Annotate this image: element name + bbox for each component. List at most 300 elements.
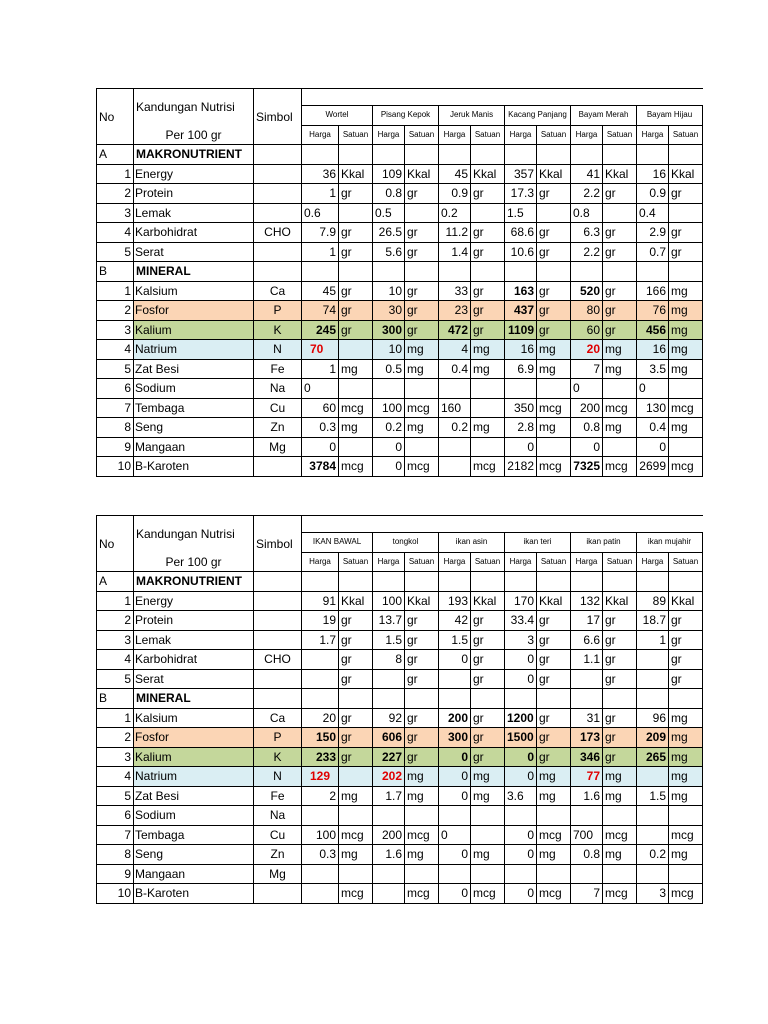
value-cell	[505, 572, 537, 592]
unit-cell: mg	[537, 786, 571, 806]
header-satuan: Satuan	[405, 552, 439, 572]
value-cell: 1109	[505, 320, 537, 340]
value-cell	[439, 689, 471, 709]
nutrient-symbol	[254, 184, 302, 204]
unit-cell: gr	[603, 630, 637, 650]
header-nutrisi: Kandungan Nutrisi	[134, 89, 254, 126]
value-cell: 5.6	[373, 242, 405, 262]
table-row	[97, 884, 703, 904]
nutrient-symbol: Ca	[254, 281, 302, 301]
value-cell: 16	[637, 164, 669, 184]
unit-cell: gr	[471, 630, 505, 650]
table-row	[97, 145, 703, 165]
header-nutrisi: Kandungan Nutrisi	[134, 516, 254, 553]
value-cell	[373, 689, 405, 709]
unit-cell: mcg	[669, 457, 703, 477]
value-cell	[505, 262, 537, 282]
unit-cell: gr	[339, 630, 373, 650]
unit-cell: mcg	[405, 457, 439, 477]
value-cell: 233	[302, 747, 339, 767]
value-cell: 0	[571, 379, 603, 399]
value-cell: 227	[373, 747, 405, 767]
value-cell	[571, 145, 603, 165]
value-cell: 0.4	[637, 418, 669, 438]
value-cell	[637, 689, 669, 709]
unit-cell: mg	[603, 418, 637, 438]
unit-cell	[339, 572, 373, 592]
nutrient-name: Energy	[134, 164, 254, 184]
value-cell: 60	[571, 320, 603, 340]
unit-cell	[405, 145, 439, 165]
value-cell: 0	[439, 845, 471, 865]
value-cell	[439, 437, 471, 457]
unit-cell: gr	[471, 611, 505, 631]
unit-cell: gr	[669, 242, 703, 262]
nutrient-name: Fosfor	[134, 301, 254, 321]
unit-cell: gr	[603, 281, 637, 301]
unit-cell	[471, 262, 505, 282]
value-cell: 0	[505, 650, 537, 670]
header-harga: Harga	[637, 125, 669, 145]
unit-cell: mg	[537, 418, 571, 438]
row-number: 9	[97, 437, 134, 457]
value-cell: 100	[373, 591, 405, 611]
unit-cell	[339, 262, 373, 282]
unit-cell: gr	[405, 747, 439, 767]
unit-cell: mcg	[471, 457, 505, 477]
value-cell	[637, 145, 669, 165]
unit-cell	[537, 203, 571, 223]
table-row	[97, 728, 703, 748]
nutrient-name: MINERAL	[134, 262, 254, 282]
nutrient-symbol: Fe	[254, 359, 302, 379]
value-cell: 200	[439, 708, 471, 728]
unit-cell	[669, 806, 703, 826]
value-cell: 0.5	[373, 359, 405, 379]
nutrient-symbol: Zn	[254, 845, 302, 865]
value-cell	[571, 864, 603, 884]
nutrient-name: Tembaga	[134, 825, 254, 845]
nutrient-name: Kalsium	[134, 708, 254, 728]
value-cell	[302, 572, 339, 592]
row-number: 8	[97, 845, 134, 865]
nutrient-name: Energy	[134, 591, 254, 611]
value-cell	[373, 806, 405, 826]
nutrient-name: Kalsium	[134, 281, 254, 301]
unit-cell	[669, 379, 703, 399]
value-cell: 346	[571, 747, 603, 767]
unit-cell: mg	[669, 340, 703, 360]
value-cell: 193	[439, 591, 471, 611]
value-cell: 0.3	[302, 845, 339, 865]
value-cell	[439, 806, 471, 826]
food-name: IKAN BAWAL	[302, 533, 373, 553]
value-cell: 42	[439, 611, 471, 631]
unit-cell: mg	[339, 786, 373, 806]
unit-cell	[603, 203, 637, 223]
value-cell: 2.2	[571, 242, 603, 262]
nutrient-symbol: Fe	[254, 786, 302, 806]
nutrient-name: Natrium	[134, 767, 254, 787]
value-cell: 0	[571, 437, 603, 457]
table-row	[97, 825, 703, 845]
row-number: 3	[97, 747, 134, 767]
unit-cell	[669, 864, 703, 884]
header-harga: Harga	[302, 125, 339, 145]
header-harga: Harga	[439, 125, 471, 145]
value-cell: 1.1	[571, 650, 603, 670]
unit-cell	[669, 689, 703, 709]
unit-cell: gr	[471, 747, 505, 767]
value-cell: 163	[505, 281, 537, 301]
nutrient-symbol	[254, 630, 302, 650]
header-harga: Harga	[571, 125, 603, 145]
value-cell: 92	[373, 708, 405, 728]
unit-cell	[405, 689, 439, 709]
unit-cell	[471, 437, 505, 457]
unit-cell: gr	[339, 242, 373, 262]
unit-cell: mg	[471, 359, 505, 379]
nutrition-table-fish	[96, 515, 703, 904]
nutrient-symbol	[254, 457, 302, 477]
value-cell: 0	[505, 437, 537, 457]
unit-cell: mg	[669, 359, 703, 379]
row-number: 2	[97, 728, 134, 748]
nutrient-name: Karbohidrat	[134, 650, 254, 670]
value-cell: 0	[637, 379, 669, 399]
unit-cell: mg	[339, 845, 373, 865]
value-cell: 437	[505, 301, 537, 321]
unit-cell: gr	[537, 184, 571, 204]
unit-cell	[339, 437, 373, 457]
nutrient-symbol: Cu	[254, 825, 302, 845]
value-cell: 2.9	[637, 223, 669, 243]
unit-cell: gr	[603, 223, 637, 243]
value-cell	[373, 669, 405, 689]
unit-cell: mg	[669, 786, 703, 806]
value-cell: 2.2	[571, 184, 603, 204]
unit-cell: Kkal	[339, 164, 373, 184]
value-cell: 13.7	[373, 611, 405, 631]
value-cell: 0.8	[571, 845, 603, 865]
unit-cell	[471, 398, 505, 418]
unit-cell: mcg	[669, 825, 703, 845]
value-cell	[637, 669, 669, 689]
food-name: ikan mujahir	[637, 533, 703, 553]
unit-cell: mcg	[537, 825, 571, 845]
food-name: Kacang Panjang	[505, 106, 571, 126]
row-number: 8	[97, 418, 134, 438]
value-cell	[439, 262, 471, 282]
unit-cell: gr	[405, 650, 439, 670]
unit-cell	[603, 437, 637, 457]
food-name: Bayam Hijau	[637, 106, 703, 126]
unit-cell	[603, 379, 637, 399]
value-cell: 130	[637, 398, 669, 418]
unit-cell: gr	[339, 669, 373, 689]
row-number: 2	[97, 611, 134, 631]
value-cell: 200	[373, 825, 405, 845]
unit-cell: mcg	[603, 398, 637, 418]
table-row	[97, 669, 703, 689]
table-row	[97, 845, 703, 865]
unit-cell: gr	[471, 708, 505, 728]
header-satuan: Satuan	[471, 552, 505, 572]
nutrient-name: Mangaan	[134, 437, 254, 457]
unit-cell: mcg	[537, 884, 571, 904]
value-cell: 30	[373, 301, 405, 321]
value-cell: 0	[505, 825, 537, 845]
unit-cell: gr	[339, 611, 373, 631]
value-cell: 45	[439, 164, 471, 184]
row-number: 5	[97, 669, 134, 689]
unit-cell: gr	[405, 669, 439, 689]
value-cell: 6.6	[571, 630, 603, 650]
value-cell	[439, 864, 471, 884]
value-cell: 606	[373, 728, 405, 748]
nutrient-name: Serat	[134, 669, 254, 689]
table-row	[97, 164, 703, 184]
nutrient-symbol	[254, 262, 302, 282]
value-cell	[302, 650, 339, 670]
nutrient-name: MAKRONUTRIENT	[134, 145, 254, 165]
value-cell: 10	[373, 281, 405, 301]
unit-cell: mg	[537, 340, 571, 360]
unit-cell: gr	[405, 611, 439, 631]
value-cell	[373, 145, 405, 165]
header-blank	[302, 89, 703, 106]
unit-cell	[471, 806, 505, 826]
row-number: 4	[97, 223, 134, 243]
value-cell	[439, 379, 471, 399]
value-cell: 0.9	[637, 184, 669, 204]
row-number: 1	[97, 591, 134, 611]
value-cell: 2182	[505, 457, 537, 477]
unit-cell: gr	[405, 223, 439, 243]
value-cell	[571, 572, 603, 592]
row-number: 2	[97, 184, 134, 204]
value-cell: 1.5	[439, 630, 471, 650]
value-cell	[637, 864, 669, 884]
unit-cell: gr	[537, 650, 571, 670]
unit-cell: gr	[669, 650, 703, 670]
table-row	[97, 591, 703, 611]
table-row	[97, 572, 703, 592]
value-cell: 129	[302, 767, 339, 787]
unit-cell: mcg	[339, 457, 373, 477]
unit-cell: mg	[537, 767, 571, 787]
value-cell	[373, 864, 405, 884]
value-cell: 1	[302, 184, 339, 204]
value-cell	[637, 650, 669, 670]
header-satuan: Satuan	[669, 125, 703, 145]
value-cell: 357	[505, 164, 537, 184]
value-cell: 132	[571, 591, 603, 611]
value-cell: 70	[302, 340, 339, 360]
value-cell: 3	[637, 884, 669, 904]
unit-cell: gr	[471, 242, 505, 262]
unit-cell	[405, 379, 439, 399]
nutrient-name: Sodium	[134, 379, 254, 399]
value-cell: 170	[505, 591, 537, 611]
table-row	[97, 203, 703, 223]
table-row	[97, 242, 703, 262]
unit-cell: mg	[471, 767, 505, 787]
unit-cell: mcg	[537, 398, 571, 418]
header-satuan: Satuan	[339, 125, 373, 145]
unit-cell	[537, 145, 571, 165]
unit-cell: gr	[471, 650, 505, 670]
header-harga: Harga	[505, 125, 537, 145]
value-cell: 166	[637, 281, 669, 301]
value-cell: 1500	[505, 728, 537, 748]
food-name: ikan patin	[571, 533, 637, 553]
table-row	[97, 184, 703, 204]
unit-cell: Kkal	[339, 591, 373, 611]
unit-cell	[537, 864, 571, 884]
value-cell: 0.2	[637, 845, 669, 865]
unit-cell	[603, 864, 637, 884]
row-number: 4	[97, 767, 134, 787]
unit-cell: Kkal	[537, 164, 571, 184]
value-cell: 31	[571, 708, 603, 728]
row-number: 7	[97, 825, 134, 845]
nutrient-name: Zat Besi	[134, 359, 254, 379]
nutrient-name: Karbohidrat	[134, 223, 254, 243]
row-number: 1	[97, 164, 134, 184]
unit-cell: Kkal	[471, 164, 505, 184]
value-cell: 4	[439, 340, 471, 360]
nutrient-symbol: P	[254, 301, 302, 321]
nutrient-name: MINERAL	[134, 689, 254, 709]
value-cell: 202	[373, 767, 405, 787]
unit-cell: gr	[405, 320, 439, 340]
value-cell: 0.6	[302, 203, 339, 223]
value-cell: 3.6	[505, 786, 537, 806]
unit-cell: gr	[339, 301, 373, 321]
nutrient-symbol	[254, 884, 302, 904]
nutrient-symbol	[254, 669, 302, 689]
value-cell: 300	[373, 320, 405, 340]
header-no: No	[97, 89, 134, 145]
nutrient-symbol: K	[254, 747, 302, 767]
unit-cell: mcg	[603, 825, 637, 845]
value-cell: 68.6	[505, 223, 537, 243]
value-cell: 0	[439, 825, 471, 845]
unit-cell: gr	[405, 708, 439, 728]
value-cell: 26.5	[373, 223, 405, 243]
unit-cell	[339, 203, 373, 223]
value-cell	[571, 669, 603, 689]
table-row	[97, 320, 703, 340]
header-blank	[302, 516, 703, 533]
unit-cell: mcg	[405, 825, 439, 845]
unit-cell	[339, 767, 373, 787]
value-cell: 1.7	[302, 630, 339, 650]
value-cell: 96	[637, 708, 669, 728]
value-cell: 2699	[637, 457, 669, 477]
nutrient-name: B-Karoten	[134, 457, 254, 477]
nutrient-name: Natrium	[134, 340, 254, 360]
nutrient-name: Sodium	[134, 806, 254, 826]
header-satuan: Satuan	[669, 552, 703, 572]
value-cell	[302, 806, 339, 826]
unit-cell: mg	[669, 708, 703, 728]
header-harga: Harga	[571, 552, 603, 572]
unit-cell: gr	[537, 320, 571, 340]
header-harga: Harga	[373, 552, 405, 572]
unit-cell	[537, 689, 571, 709]
table-row	[97, 650, 703, 670]
value-cell: 60	[302, 398, 339, 418]
value-cell	[373, 572, 405, 592]
unit-cell: mg	[471, 786, 505, 806]
header-satuan: Satuan	[603, 552, 637, 572]
nutrient-symbol: Mg	[254, 437, 302, 457]
unit-cell: gr	[669, 611, 703, 631]
unit-cell: mcg	[339, 884, 373, 904]
value-cell: 100	[302, 825, 339, 845]
unit-cell: mg	[405, 359, 439, 379]
value-cell: 89	[637, 591, 669, 611]
value-cell: 0.9	[439, 184, 471, 204]
unit-cell: gr	[471, 281, 505, 301]
value-cell: 17.3	[505, 184, 537, 204]
table-row	[97, 223, 703, 243]
value-cell: 2	[302, 786, 339, 806]
value-cell: 0.2	[439, 418, 471, 438]
row-number: 7	[97, 398, 134, 418]
table-row	[97, 437, 703, 457]
nutrient-symbol	[254, 145, 302, 165]
value-cell: 245	[302, 320, 339, 340]
unit-cell: gr	[603, 728, 637, 748]
unit-cell: gr	[471, 301, 505, 321]
value-cell: 3	[505, 630, 537, 650]
unit-cell: gr	[603, 747, 637, 767]
unit-cell: mg	[537, 845, 571, 865]
unit-cell	[471, 825, 505, 845]
table-row	[97, 611, 703, 631]
row-number: 1	[97, 708, 134, 728]
header-per-100gr: Per 100 gr	[134, 125, 254, 145]
unit-cell	[405, 572, 439, 592]
nutrient-symbol	[254, 242, 302, 262]
header-simbol: Simbol	[254, 516, 302, 572]
nutrition-table-vegetables	[96, 88, 703, 477]
row-number: B	[97, 262, 134, 282]
unit-cell	[471, 572, 505, 592]
value-cell	[571, 262, 603, 282]
table-row	[97, 340, 703, 360]
table-row	[97, 418, 703, 438]
value-cell: 1.6	[571, 786, 603, 806]
unit-cell: mg	[669, 845, 703, 865]
value-cell	[505, 864, 537, 884]
value-cell: 0	[302, 379, 339, 399]
unit-cell: mcg	[603, 884, 637, 904]
table-row	[97, 747, 703, 767]
unit-cell	[405, 806, 439, 826]
row-number: A	[97, 145, 134, 165]
unit-cell: mg	[669, 767, 703, 787]
unit-cell: Kkal	[669, 164, 703, 184]
unit-cell: gr	[339, 320, 373, 340]
unit-cell: gr	[669, 223, 703, 243]
header-harga: Harga	[439, 552, 471, 572]
row-number: 6	[97, 806, 134, 826]
unit-cell: Kkal	[603, 591, 637, 611]
